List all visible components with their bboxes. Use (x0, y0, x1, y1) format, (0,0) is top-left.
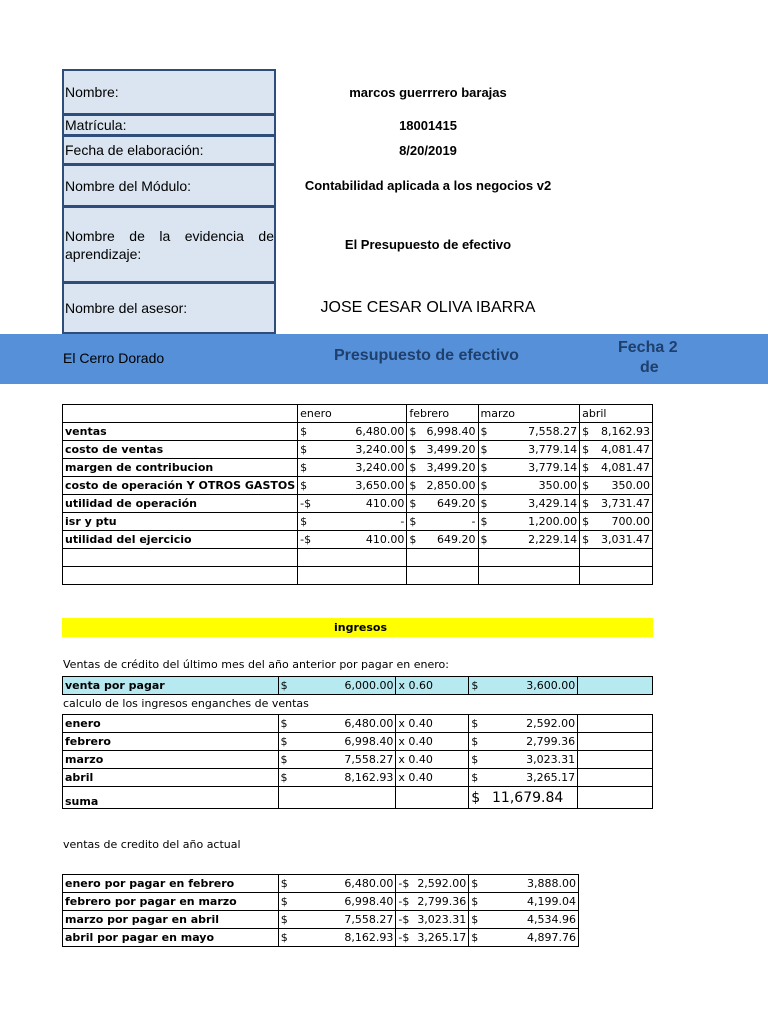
income-row-label: costo de operación Y OTROS GASTOS (63, 477, 298, 495)
income-empty-row (63, 549, 653, 567)
enganche-row (63, 769, 653, 787)
income-cell: $ 1,200.00 (478, 513, 580, 531)
income-header-marzo: marzo (478, 405, 580, 423)
empty-cell (580, 549, 653, 567)
ingresos-label: ingresos (334, 621, 388, 634)
enganche-factor: x 0.40 (396, 769, 469, 787)
credito-label: enero por pagar en febrero (63, 875, 279, 893)
value-matricula: 18001415 (399, 117, 457, 133)
enganche-empty (578, 769, 653, 787)
value-modulo: Contabilidad aplicada a los negocios v2 (304, 178, 552, 193)
credito-row (63, 929, 579, 947)
income-cell: $ 350.00 (478, 477, 580, 495)
income-cell: $ 3,429.14 (478, 495, 580, 513)
label-asesor: Nombre del asesor: (62, 282, 276, 334)
empty-cell (407, 549, 478, 567)
income-row (63, 513, 653, 531)
credito-less: -$ 2,799.36 (396, 893, 469, 911)
credito-row (63, 893, 579, 911)
empty-cell (298, 567, 407, 585)
suma-value: $ 11,679.84 (469, 787, 578, 809)
credito-result: $ 4,534.96 (469, 911, 579, 929)
empty-cell (63, 549, 298, 567)
income-row-label: isr y ptu (63, 513, 298, 531)
enganche-empty (578, 733, 653, 751)
income-cell: $ 350.00 (580, 477, 653, 495)
income-empty-row (63, 567, 653, 585)
enganche-label: febrero (63, 733, 279, 751)
income-cell: $ 3,031.47 (580, 531, 653, 549)
income-row-label: costo de ventas (63, 441, 298, 459)
income-row (63, 423, 653, 441)
enganche-result: $ 2,799.36 (469, 733, 578, 751)
venta-por-pagar-amount: $ 6,000.00 (278, 677, 396, 695)
enganche-amount: $ 6,480.00 (278, 715, 396, 733)
income-row (63, 441, 653, 459)
band-date-line2: de (640, 359, 659, 376)
income-row-label: utilidad del ejercicio (63, 531, 298, 549)
enganches-table (62, 714, 653, 809)
enganche-label: abril (63, 769, 279, 787)
enganche-empty (578, 715, 653, 733)
income-header-blank (63, 405, 298, 423)
income-cell: $ - (298, 513, 407, 531)
suma-row (63, 787, 653, 809)
income-row (63, 495, 653, 513)
credito-less: -$ 2,592.00 (396, 875, 469, 893)
income-row (63, 531, 653, 549)
credito-row (63, 911, 579, 929)
income-row-label: utilidad de operación (63, 495, 298, 513)
income-row (63, 459, 653, 477)
enganche-result: $ 3,023.31 (469, 751, 578, 769)
credito-label: marzo por pagar en abril (63, 911, 279, 929)
income-cell: $ 4,081.47 (580, 441, 653, 459)
credito-amount: $ 8,162.93 (278, 929, 396, 947)
ventas-credito-note: Ventas de crédito del último mes del año anterior por pagar en enero: (63, 658, 449, 671)
income-cell: -$ 410.00 (298, 495, 407, 513)
income-cell: $ 3,650.00 (298, 477, 407, 495)
income-cell: $ 3,779.14 (478, 441, 580, 459)
income-cell: $ 7,558.27 (478, 423, 580, 441)
income-header-febrero: febrero (407, 405, 478, 423)
income-table (62, 404, 653, 585)
ingresos-bar (62, 618, 653, 637)
enganche-label: marzo (63, 751, 279, 769)
credito-amount: $ 6,998.40 (278, 893, 396, 911)
empty-cell (478, 549, 580, 567)
income-cell: $ 649.20 (407, 495, 478, 513)
enganche-amount: $ 6,998.40 (278, 733, 396, 751)
credito-table (62, 874, 579, 947)
venta-por-pagar-empty (578, 677, 653, 695)
enganche-row (63, 715, 653, 733)
credito-label: abril por pagar en mayo (63, 929, 279, 947)
label-modulo: Nombre del Módulo: (62, 164, 276, 207)
income-cell: $ 700.00 (580, 513, 653, 531)
empty-cell (478, 567, 580, 585)
company-name: El Cerro Dorado (63, 350, 165, 366)
label-fecha: Fecha de elaboración: (62, 135, 276, 165)
venta-por-pagar-factor: x 0.60 (396, 677, 469, 695)
enganche-row (63, 733, 653, 751)
credito-amount: $ 6,480.00 (278, 875, 396, 893)
income-cell: $ 6,998.40 (407, 423, 478, 441)
income-header-abril: abril (580, 405, 653, 423)
empty-cell (298, 549, 407, 567)
venta-por-pagar-row (63, 677, 653, 695)
enganche-label: enero (63, 715, 279, 733)
credito-result: $ 4,897.76 (469, 929, 579, 947)
credito-result: $ 3,888.00 (469, 875, 579, 893)
income-header-row (63, 405, 653, 423)
enganches-label: calculo de los ingresos enganches de ventas (63, 697, 309, 710)
value-asesor: JOSE CESAR OLIVA IBARRA (320, 299, 536, 316)
enganche-result: $ 2,592.00 (469, 715, 578, 733)
label-nombre: Nombre: (62, 69, 276, 115)
income-header-enero: enero (298, 405, 407, 423)
empty-cell (407, 567, 478, 585)
credito-amount: $ 7,558.27 (278, 911, 396, 929)
label-evidencia: Nombre de la evidencia de aprendizaje: (62, 206, 276, 283)
enganche-row (63, 751, 653, 769)
enganche-amount: $ 7,558.27 (278, 751, 396, 769)
band-date (600, 338, 760, 378)
venta-por-pagar-table (62, 676, 653, 695)
venta-por-pagar-label: venta por pagar (63, 677, 279, 695)
suma-label: suma (63, 787, 279, 809)
income-cell: -$ 410.00 (298, 531, 407, 549)
venta-por-pagar-result: $ 3,600.00 (469, 677, 578, 695)
income-cell: $ 3,499.20 (407, 441, 478, 459)
income-cell: $ 3,240.00 (298, 441, 407, 459)
income-row-label: margen de contribucion (63, 459, 298, 477)
suma-empty-3 (578, 787, 653, 809)
income-cell: $ 4,081.47 (580, 459, 653, 477)
budget-title: Presupuesto de efectivo (334, 347, 519, 364)
income-cell: $ 3,779.14 (478, 459, 580, 477)
value-evidencia: El Presupuesto de efectivo (344, 237, 512, 252)
credito-less: -$ 3,023.31 (396, 911, 469, 929)
income-cell: $ 8,162.93 (580, 423, 653, 441)
enganche-factor: x 0.40 (396, 715, 469, 733)
empty-cell (580, 567, 653, 585)
credito-result: $ 4,199.04 (469, 893, 579, 911)
empty-cell (63, 567, 298, 585)
income-cell: $ 3,731.47 (580, 495, 653, 513)
income-cell: $ 3,240.00 (298, 459, 407, 477)
enganche-empty (578, 751, 653, 769)
band-date-line1: Fecha 2 (618, 339, 678, 356)
credito-label: febrero por pagar en marzo (63, 893, 279, 911)
income-cell: $ 649.20 (407, 531, 478, 549)
suma-empty-2 (396, 787, 469, 809)
income-cell: $ - (407, 513, 478, 531)
income-row-label: ventas (63, 423, 298, 441)
income-cell: $ 2,229.14 (478, 531, 580, 549)
suma-empty-1 (278, 787, 396, 809)
credito-actual-note: ventas de credito del año actual (63, 838, 241, 851)
enganche-factor: x 0.40 (396, 751, 469, 769)
enganche-factor: x 0.40 (396, 733, 469, 751)
income-cell: $ 6,480.00 (298, 423, 407, 441)
enganche-amount: $ 8,162.93 (278, 769, 396, 787)
income-row (63, 477, 653, 495)
label-matricula: Matrícula: (62, 114, 276, 136)
value-nombre: marcos guerrrero barajas (349, 84, 507, 100)
enganche-result: $ 3,265.17 (469, 769, 578, 787)
credito-row (63, 875, 579, 893)
credito-less: -$ 3,265.17 (396, 929, 469, 947)
income-cell: $ 2,850.00 (407, 477, 478, 495)
income-cell: $ 3,499.20 (407, 459, 478, 477)
value-fecha: 8/20/2019 (399, 142, 457, 158)
